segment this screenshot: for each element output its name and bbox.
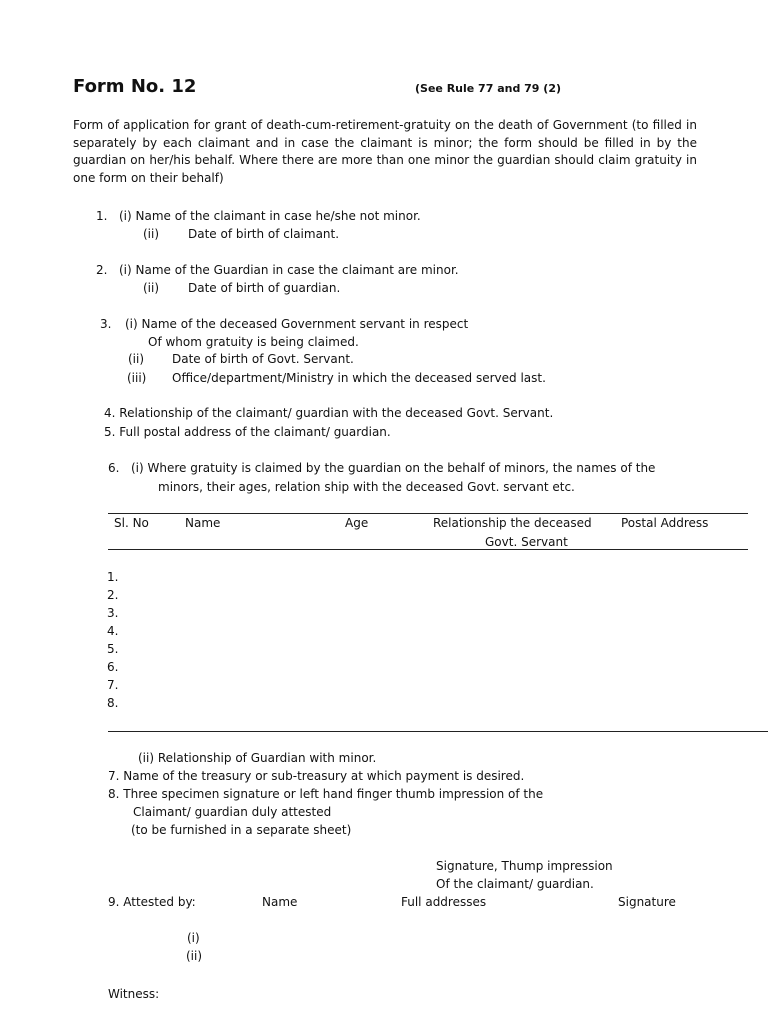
table-row: 1.: [107, 570, 119, 584]
table-row: 7.: [107, 678, 119, 692]
signature-caption-cont: Of the claimant/ guardian.: [436, 877, 594, 891]
table-top-rule: [108, 513, 748, 514]
item-6-minors-details: (i) Where gratuity is claimed by the guardian on the behalf of minors, the names of the: [131, 461, 656, 475]
form-title: Form No. 12: [73, 76, 197, 97]
item-6-guardian-relationship: (ii) Relationship of Guardian with minor.: [138, 751, 377, 765]
item-9-signature-column: Signature: [618, 895, 676, 909]
table-row: 8.: [107, 696, 119, 710]
item-9-name-column: Name: [262, 895, 298, 909]
item-1-sub-ii-label: (ii): [143, 227, 160, 241]
item-8-attested: Claimant/ guardian duly attested: [133, 805, 332, 819]
table-header-relationship: Relationship the deceased: [433, 516, 592, 530]
table-header-relationship-cont: Govt. Servant: [485, 535, 568, 549]
table-row: 2.: [107, 588, 119, 602]
attester-1-label: (i): [187, 931, 200, 945]
item-3-sub-iii-label: (iii): [127, 371, 147, 385]
table-row: 4.: [107, 624, 119, 638]
table-row: 5.: [107, 642, 119, 656]
item-1-claimant-name: (i) Name of the claimant in case he/she not minor.: [119, 209, 421, 223]
item-3-deceased-dob: Date of birth of Govt. Servant.: [172, 352, 354, 366]
item-3-number: 3.: [100, 317, 112, 331]
intro-paragraph: Form of application for grant of death-cum-retirement-gratuity on the death of Government (to filled in separately by each claimant and in case the claimant is minor; the form should be filled in by the guardian on her/his behalf. Where there are more than one minor the guardian should claim gratuity in one form on their behalf): [73, 118, 697, 185]
item-1-claimant-dob: Date of birth of claimant.: [188, 227, 340, 241]
item-4-relationship: 4. Relationship of the claimant/ guardian with the deceased Govt. Servant.: [104, 406, 554, 420]
table-header-sl-no: Sl. No: [114, 516, 149, 530]
table-header-postal-address: Postal Address: [621, 516, 709, 530]
item-2-sub-ii-label: (ii): [143, 281, 160, 295]
item-3-office-served: Office/department/Ministry in which the deceased served last.: [172, 371, 546, 385]
table-bottom-rule: [108, 731, 768, 732]
item-6-minors-details-cont: minors, their ages, relation ship with the deceased Govt. servant etc.: [158, 480, 575, 494]
item-3-deceased-name-cont: Of whom gratuity is being claimed.: [148, 335, 359, 349]
witness-label: Witness:: [108, 987, 160, 1001]
item-1-number: 1.: [96, 209, 108, 223]
attester-2-label: (ii): [186, 949, 203, 963]
item-7-treasury: 7. Name of the treasury or sub-treasury at which payment is desired.: [108, 769, 525, 783]
table-header-name: Name: [185, 516, 221, 530]
item-3-deceased-name: (i) Name of the deceased Government servant in respect: [125, 317, 469, 331]
signature-caption: Signature, Thump impression: [436, 859, 613, 873]
item-8-specimen-signature: 8. Three specimen signature or left hand finger thumb impression of the: [108, 787, 544, 801]
item-3-sub-ii-label: (ii): [128, 352, 145, 366]
table-header-age: Age: [345, 516, 369, 530]
item-5-postal-address: 5. Full postal address of the claimant/ guardian.: [104, 425, 391, 439]
item-2-guardian-name: (i) Name of the Guardian in case the claimant are minor.: [119, 263, 459, 277]
item-8-separate-sheet: (to be furnished in a separate sheet): [131, 823, 352, 837]
rule-reference: (See Rule 77 and 79 (2): [415, 82, 562, 95]
table-row: 6.: [107, 660, 119, 674]
item-6-number: 6.: [108, 461, 120, 475]
table-header-rule: [108, 549, 748, 550]
item-2-number: 2.: [96, 263, 108, 277]
item-9-address-column: Full addresses: [401, 895, 487, 909]
item-2-guardian-dob: Date of birth of guardian.: [188, 281, 341, 295]
table-row: 3.: [107, 606, 119, 620]
item-9-attested-by: 9. Attested by:: [108, 895, 196, 909]
